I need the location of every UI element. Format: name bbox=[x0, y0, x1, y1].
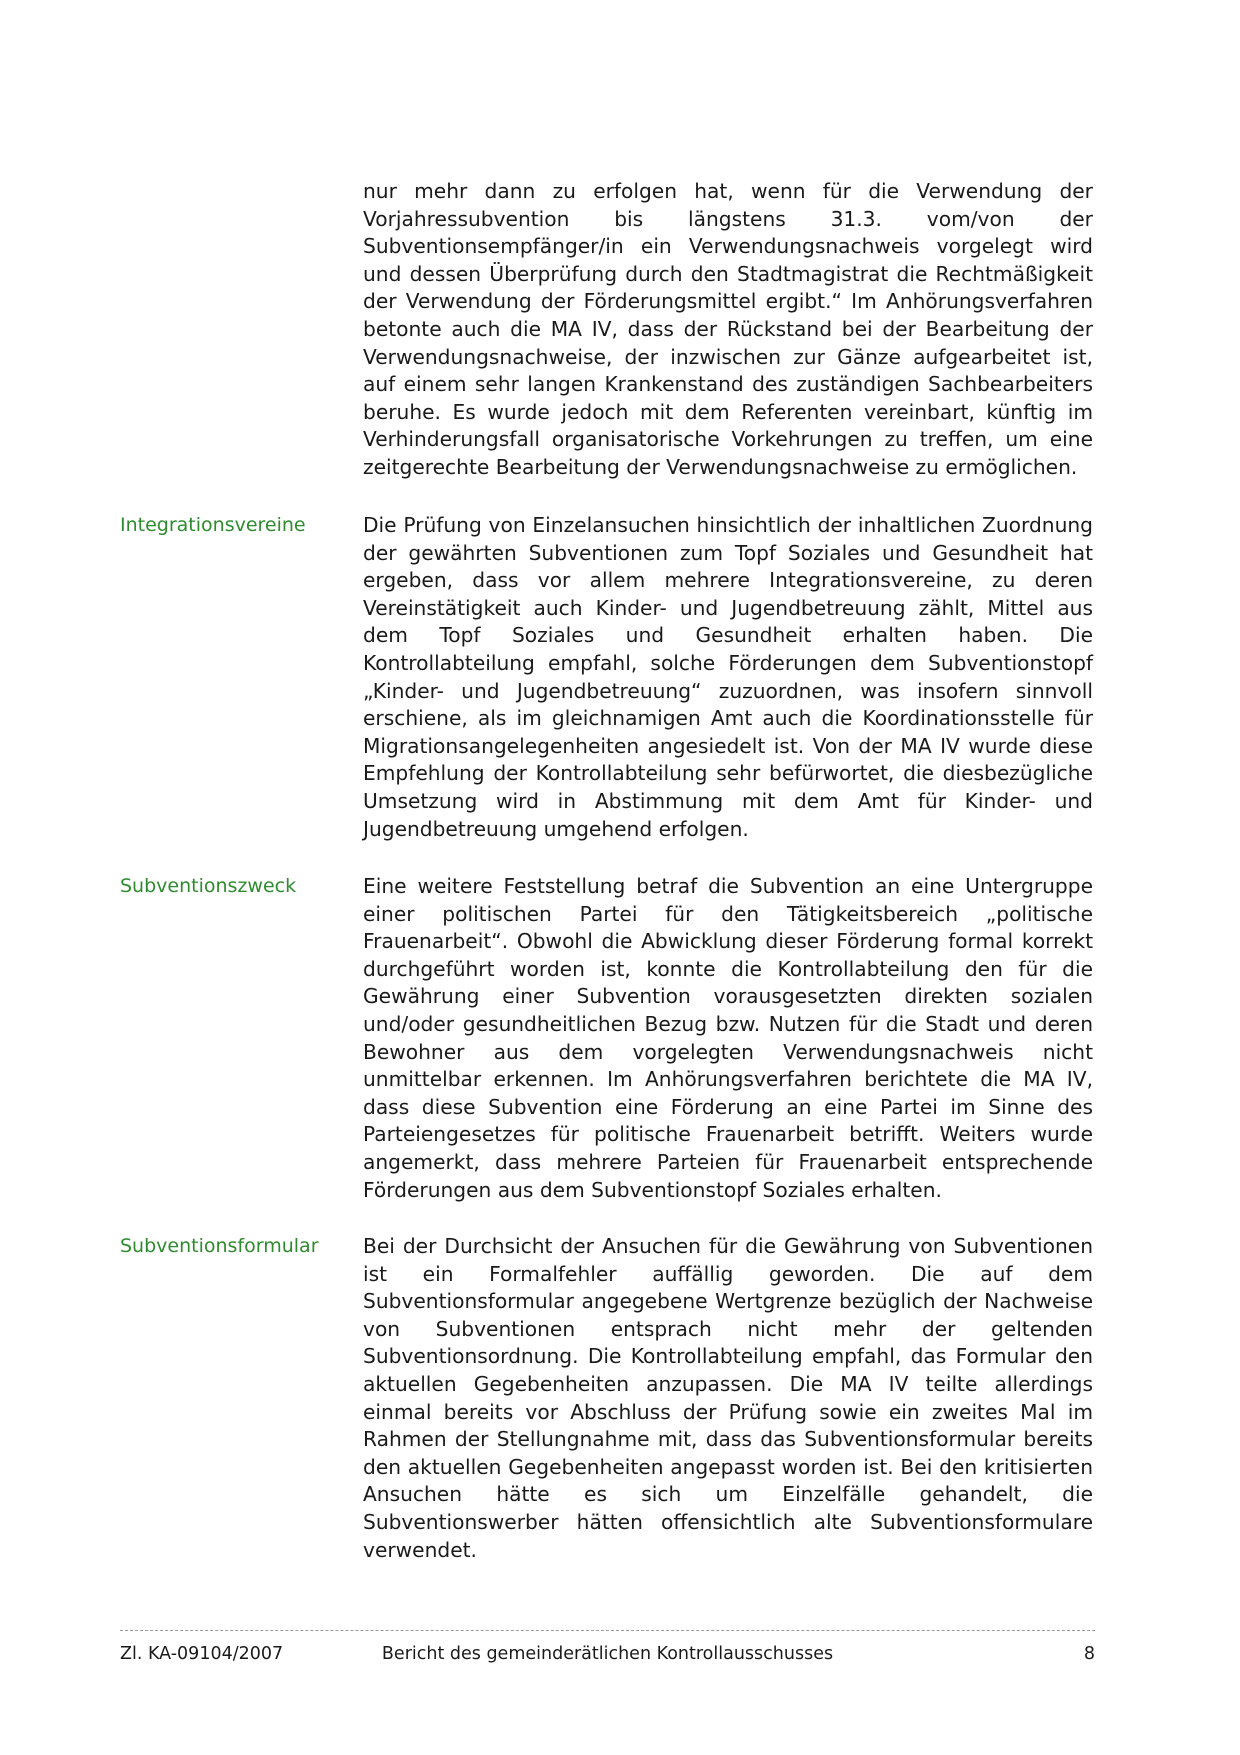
margin-label-subventionsformular: Subventionsformular bbox=[120, 1235, 319, 1257]
margin-label-integrationsvereine: Integrationsvereine bbox=[120, 514, 306, 536]
footer-divider bbox=[120, 1630, 1095, 1631]
footer-title: Bericht des gemeinderätlichen Kontrollausschusses bbox=[381, 1644, 834, 1664]
paragraph-subventionsformular: Bei der Durchsicht der Ansuchen für die Gewährung von Subventionen ist ein Formalfehler auffällig geworden. Die auf dem Subventionsformular angegebene Wertgrenze bezüglich der Nachweise von Subventionen entsprach nicht mehr der geltenden Subventionsordnung. Die Kontrollabteilung empfahl, das Formular den aktuellen Gegebenheiten anzupassen. Die MA IV teilte allerdings einmal bereits vor Abschluss der Prüfung sowie ein zweites Mal im Rahmen der Stellungnahme mit, dass das Subventionsformular bereits den aktuellen Gegebenheiten angepasst worden ist. Bei den kritisierten Ansuchen hätte es sich um Einzelfälle gehandelt, die Subventionswerber hätten offensichtlich alte Subventionsformulare verwendet. bbox=[363, 1234, 1093, 1562]
footer-page-number: 8 bbox=[1083, 1644, 1095, 1664]
footer-reference: Zl. KA-09104/2007 bbox=[120, 1644, 284, 1664]
paragraph-integrationsvereine: Die Prüfung von Einzelansuchen hinsichtlich der inhaltlichen Zuordnung der gewährten Subventionen zum Topf Soziales und Gesundheit hat ergeben, dass vor allem mehrere Integrationsvereine, zu deren Vereinstätigkeit auch Kinder- und Jugendbetreuung zählt, Mittel aus dem Topf Soziales und Gesundheit erhalten haben. Die Kontrollabteilung empfahl, solche Förderungen dem Subventionstopf „Kinder- und Jugendbetreuung“ zuzuordnen, was insofern sinnvoll erschiene, als im gleichnamigen Amt auch die Koordinationsstelle für Migrationsangelegenheiten angesiedelt ist. Von der MA IV wurde diese Empfehlung der Kontrollabteilung sehr befürwortet, die diesbezügliche Umsetzung wird in Abstimmung mit dem Amt für Kinder- und Jugendbetreuung umgehend erfolgen. bbox=[363, 513, 1093, 841]
paragraph-subventionszweck: Eine weitere Feststellung betraf die Subvention an eine Untergruppe einer politischen Partei für den Tätigkeitsbereich „politische Frauenarbeit“. Obwohl die Abwicklung dieser Förderung formal korrekt durchgeführt worden ist, konnte die Kontrollabteilung den für die Gewährung einer Subvention vorausgesetzten direkten sozialen und/oder gesundheitlichen Bezug bzw. Nutzen für die Stadt und deren Bewohner aus dem vorgelegten Verwendungsnachweis nicht unmittelbar erkennen. Im Anhörungsverfahren berichtete die MA IV, dass diese Subvention eine Förderung an eine Partei im Sinne des Parteiengesetzes für politische Frauenarbeit betrifft. Weiters wurde angemerkt, dass mehrere Parteien für Frauenarbeit entsprechende Förderungen aus dem Subventionstopf Soziales erhalten. bbox=[363, 874, 1093, 1202]
margin-label-subventionszweck: Subventionszweck bbox=[120, 875, 297, 897]
page-footer bbox=[120, 1640, 1095, 1668]
paragraph-continuation: nur mehr dann zu erfolgen hat, wenn für die Verwendung der Vorjahressubvention bis längstens 31.3. vom/von der Subventionsempfänger/in ein Verwendungsnachweis vorgelegt wird und dessen Überprüfung durch den Stadtmagistrat die Rechtmäßigkeit der Verwendung der Förderungsmittel ergibt.“ Im Anhörungsverfahren betonte auch die MA IV, dass der Rückstand bei der Bearbeitung der Verwendungsnachweise, der inzwischen zur Gänze aufgearbeitet ist, auf einem sehr langen Krankenstand des zuständigen Sachbearbeiters beruhe. Es wurde jedoch mit dem Referenten vereinbart, künftig im Verhinderungsfall organisatorische Vorkehrungen zu treffen, um eine zeitgerechte Bearbeitung der Verwendungsnachweise zu ermöglichen. bbox=[363, 179, 1093, 479]
